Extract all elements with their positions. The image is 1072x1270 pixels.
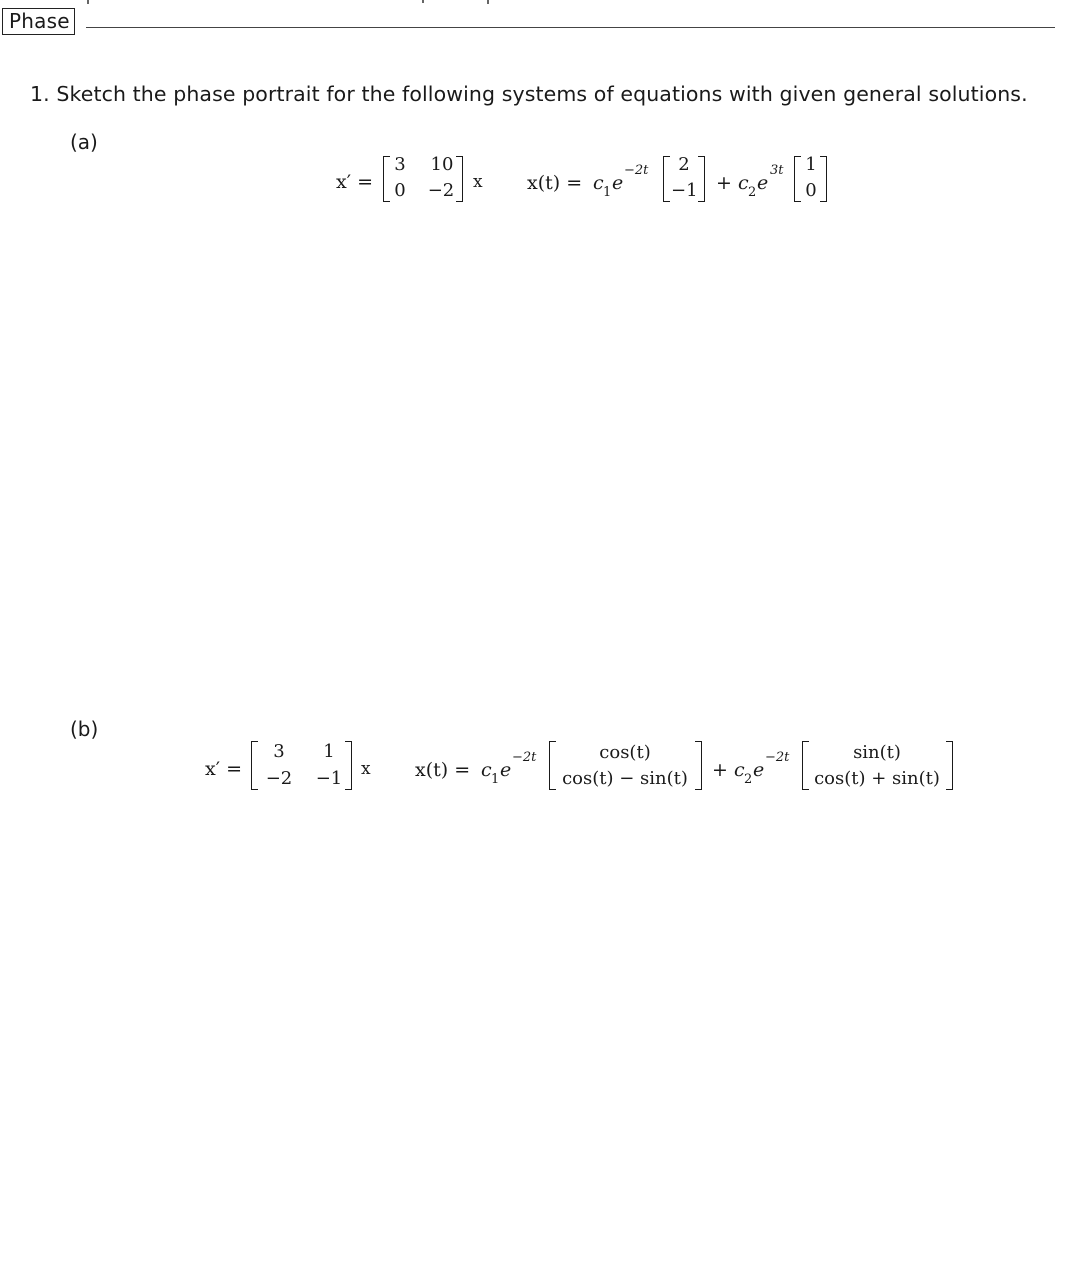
part-b-c1-subscript: 1	[491, 772, 500, 787]
part-b-exp2: −2t	[765, 750, 790, 765]
part-b-vec2-right-bracket	[946, 741, 953, 790]
part-a-vec2-left-bracket	[794, 156, 801, 202]
part-a-vec2-bottom: 0	[805, 180, 817, 201]
part-a-matrix-left-bracket	[383, 156, 390, 202]
clipped-text-fragments	[0, 0, 1072, 8]
part-a-e2: e	[757, 172, 769, 194]
part-b-e2: e	[753, 759, 765, 781]
part-b-vec1-right-bracket	[695, 741, 702, 790]
part-a-plus: +	[716, 172, 732, 194]
part-b-vec1-left-bracket	[549, 741, 556, 790]
part-b-matrix-cell-12: 1	[323, 741, 335, 762]
part-a-vec1-bottom: −1	[671, 180, 698, 201]
part-b-solution-lhs: x(t) =	[415, 759, 471, 781]
part-b-e1: e	[500, 759, 512, 781]
part-a-solution-lhs: x(t) =	[527, 172, 583, 194]
part-b-plus: +	[712, 759, 728, 781]
part-b-label: (b)	[70, 717, 99, 741]
part-a-c2: c	[738, 172, 749, 194]
header-rule	[86, 27, 1055, 28]
part-a-vec1-left-bracket	[663, 156, 670, 202]
part-a-matrix-cell-21: 0	[394, 180, 406, 201]
part-a-vec1-right-bracket	[698, 156, 705, 202]
part-b-vec2-bottom: cos(t) + sin(t)	[814, 768, 940, 789]
part-a-system-rhs-var: x	[473, 172, 483, 192]
part-b-matrix-left-bracket	[251, 741, 258, 790]
part-a-matrix-cell-12: 10	[430, 154, 454, 175]
part-a-vec2-top: 1	[805, 154, 817, 175]
part-b-vec2-top: sin(t)	[853, 742, 901, 763]
part-b-system-rhs-var: x	[361, 759, 371, 779]
question-1-text: 1. Sketch the phase portrait for the following systems of equations with given general solutions.	[30, 82, 1028, 106]
part-a-matrix-cell-22: −2	[427, 180, 455, 201]
part-a-exp1: −2t	[624, 163, 649, 178]
part-a-vec2-right-bracket	[820, 156, 827, 202]
part-b-c1: c	[481, 759, 492, 781]
part-b-matrix-cell-11: 3	[273, 741, 285, 762]
part-b-vec1-bottom: cos(t) − sin(t)	[562, 768, 688, 789]
part-a-exp2: 3t	[770, 163, 784, 178]
part-b-exp1: −2t	[512, 750, 537, 765]
part-a-c1: c	[593, 172, 604, 194]
part-a-matrix-cell-11: 3	[394, 154, 406, 175]
part-b-c2-subscript: 2	[744, 772, 753, 787]
part-a-matrix-right-bracket	[456, 156, 463, 202]
phase-tab-label: Phase	[2, 8, 75, 35]
part-b-matrix-cell-21: −2	[265, 768, 293, 789]
part-b-c2: c	[734, 759, 745, 781]
part-b-vec1-top: cos(t)	[599, 742, 651, 763]
part-b-matrix-cell-22: −1	[315, 768, 343, 789]
part-a-e1: e	[612, 172, 624, 194]
part-a-c1-subscript: 1	[603, 185, 612, 200]
part-a-vec1-top: 2	[678, 154, 690, 175]
part-b-matrix-right-bracket	[345, 741, 352, 790]
part-a-label: (a)	[70, 130, 98, 154]
part-a-system-lhs: x′ =	[336, 171, 373, 193]
part-a-c2-subscript: 2	[748, 185, 757, 200]
part-b-system-lhs: x′ =	[205, 758, 242, 780]
